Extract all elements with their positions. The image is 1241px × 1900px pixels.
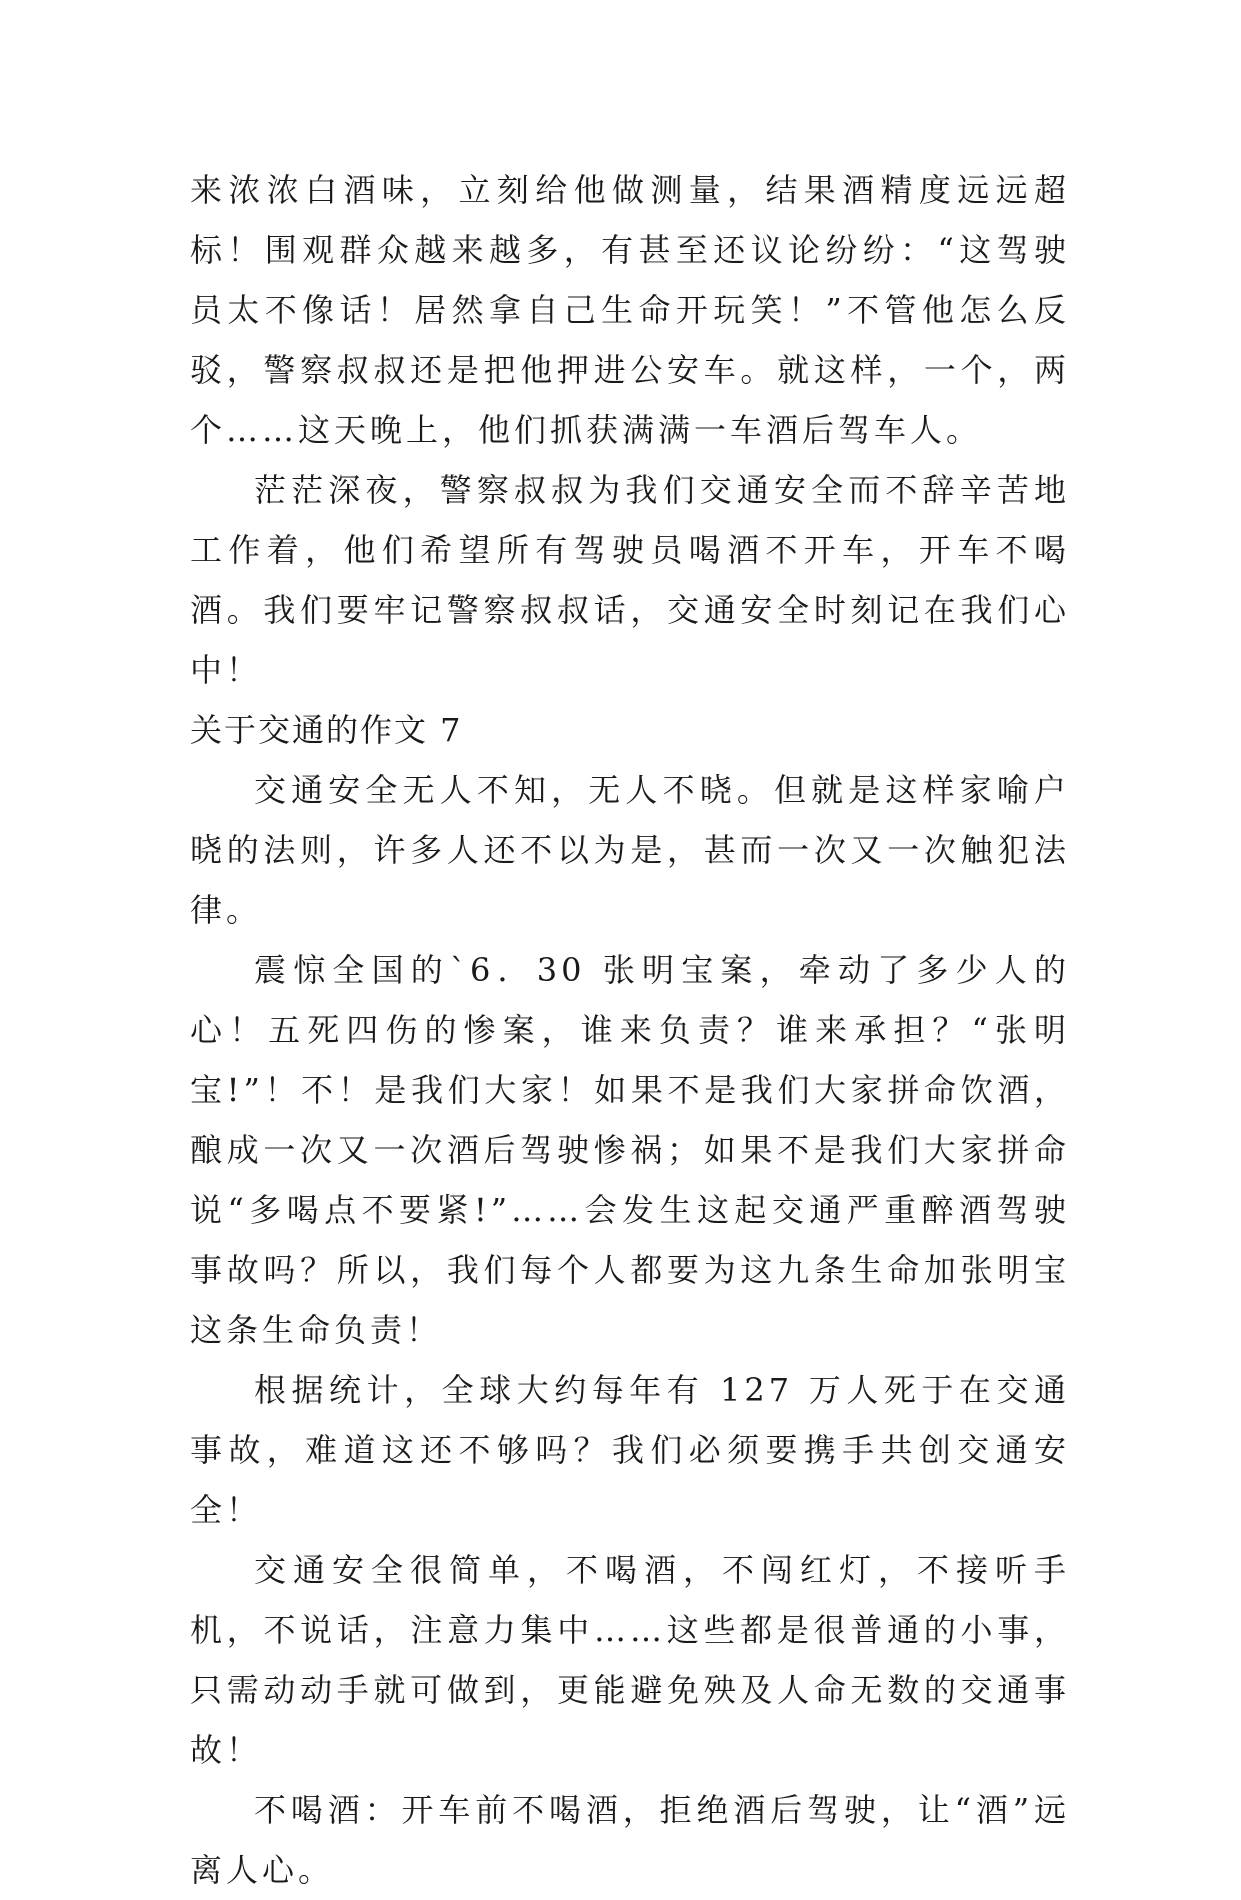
paragraph-safety-simple: 交通安全很简单，不喝酒，不闯红灯，不接听手机，不说话，注意力集中……这些都是很普通的小事，只需动动手就可做到，更能避免殃及人命无数的交通事故！ — [190, 1551, 1070, 1769]
section-heading: 关于交通的作文 7 — [190, 711, 463, 749]
paragraph-zhang-mingbao-case: 震惊全国的`6．30 张明宝案，牵动了多少人的心！五死四伤的惨案，谁来负责？谁来承担？“张明宝!”！不！是我们大家！如果不是我们大家拼命饮酒，酿成一次又一次酒后驾驶惨祸；如果不是我们大家拼命说“多喝点不要紧!”……会发生这起交通严重醉酒驾驶事故吗？所以，我们每个人都要为这九条生命加张明宝这条生命负责！ — [190, 951, 1070, 1349]
paragraph-continuation: 来浓浓白酒味，立刻给他做测量，结果酒精度远远超标！围观群众越来越多，有甚至还议论纷纷：“这驾驶员太不像话！居然拿自己生命开玩笑！”不管他怎么反驳，警察叔叔还是把他押进公安车。就这样，一个，两个……这天晚上，他们抓获满满一车酒后驾车人。 — [190, 171, 1070, 449]
document-body — [190, 160, 1070, 1900]
paragraph-traffic-safety-intro: 交通安全无人不知，无人不晓。但就是这样家喻户晓的法则，许多人还不以为是，甚而一次又一次触犯法律。 — [190, 771, 1070, 929]
paragraph-statistics: 根据统计，全球大约每年有 127 万人死于在交通事故，难道这还不够吗？我们必须要携手共创交通安全！ — [190, 1371, 1070, 1529]
paragraph-no-drinking: 不喝酒：开车前不喝酒，拒绝酒后驾驶，让“酒”远离人心。 — [190, 1791, 1070, 1889]
paragraph-police-night: 茫茫深夜，警察叔叔为我们交通安全而不辞辛苦地工作着，他们希望所有驾驶员喝酒不开车，开车不喝酒。我们要牢记警察叔叔话，交通安全时刻记在我们心中！ — [190, 471, 1070, 689]
